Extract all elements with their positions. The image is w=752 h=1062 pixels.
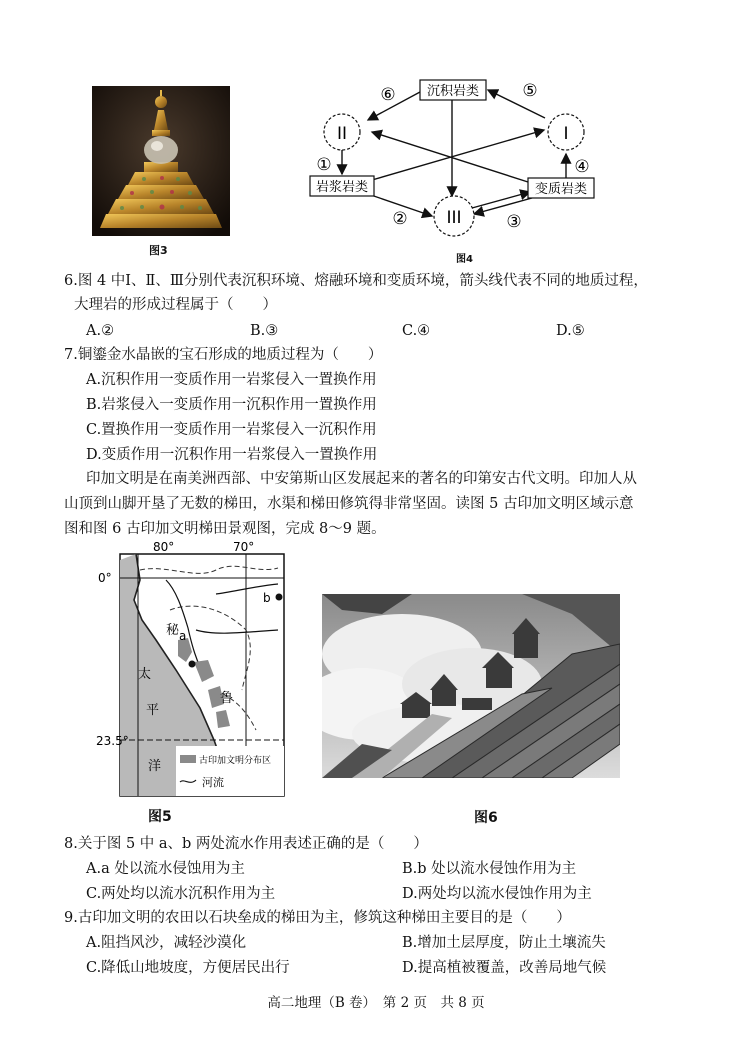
q8-option-b: B.b 处以流水侵蚀作用为主 <box>402 861 577 877</box>
svg-text:70°: 70° <box>233 540 255 554</box>
label-3: ③ <box>506 212 522 232</box>
q6-option-c: C.④ <box>402 323 431 339</box>
node-ii <box>324 114 360 150</box>
figure-5-caption: 图5 <box>148 809 172 825</box>
svg-text:80°: 80° <box>153 540 175 554</box>
sedimentary-rock-box <box>420 80 486 100</box>
q8-stem: 8.关于图 5 中 a、b 两处流水作用表述正确的是（ ） <box>64 836 428 852</box>
rock-cycle-diagram <box>300 74 610 244</box>
q7-option-b: B.岩浆侵入一变质作用一沉积作用一置换作用 <box>86 397 377 413</box>
inca-region-map <box>96 540 296 798</box>
svg-text:a: a <box>179 629 187 643</box>
svg-text:平: 平 <box>146 703 160 718</box>
svg-text:鲁: 鲁 <box>220 691 234 706</box>
label-6: ⑥ <box>380 85 396 105</box>
q8-option-c: C.两处均以流水沉积作用为主 <box>86 886 276 902</box>
svg-text:II: II <box>336 124 348 144</box>
gilded-stupa-image <box>92 86 230 236</box>
figure-6-caption: 图6 <box>474 810 498 826</box>
svg-text:b: b <box>263 591 271 605</box>
svg-text:秘: 秘 <box>166 623 180 638</box>
q7-stem: 7.铜鎏金水晶嵌的宝石形成的地质过程为（ ） <box>64 347 383 363</box>
label-2: ② <box>392 209 408 229</box>
figure-3-caption: 图3 <box>149 244 168 257</box>
svg-text:I: I <box>563 124 569 144</box>
q6-option-d: D.⑤ <box>556 323 585 339</box>
inca-terraces-image <box>322 594 620 778</box>
figure-6-photo <box>322 594 620 778</box>
label-1: ① <box>316 155 332 175</box>
q7-option-c: C.置换作用一变质作用一岩浆侵入一沉积作用 <box>86 422 377 438</box>
passage-line3: 图和图 6 古印加文明梯田景观图，完成 8～9 题。 <box>64 521 386 537</box>
node-iii <box>434 196 474 236</box>
node-i <box>548 114 584 150</box>
svg-text:洋: 洋 <box>148 759 162 774</box>
page-footer: 高二地理（B 卷） 第 2 页 共 8 页 <box>267 995 485 1011</box>
svg-text:河流: 河流 <box>202 776 224 789</box>
magmatic-rock-box <box>310 176 374 196</box>
figure-4-caption: 图4 <box>456 254 473 265</box>
svg-text:沉积岩类: 沉积岩类 <box>426 84 480 99</box>
figure-5-map <box>96 540 296 798</box>
q8-option-a: A.a 处以流水侵蚀用为主 <box>86 861 245 877</box>
svg-text:岩浆岩类: 岩浆岩类 <box>315 180 369 195</box>
q9-option-c: C.降低山地坡度，方便居民出行 <box>86 960 290 976</box>
q9-option-b: B.增加土层厚度，防止土壤流失 <box>402 935 606 951</box>
q9-option-d: D.提高植被覆盖，改善局地气候 <box>402 960 607 976</box>
q7-option-d: D.变质作用一沉积作用一岩浆侵入一置换作用 <box>86 447 378 463</box>
q8-option-d: D.两处均以流水侵蚀作用为主 <box>402 886 592 902</box>
q6-option-a: A.② <box>86 323 115 339</box>
svg-text:III: III <box>446 208 462 228</box>
svg-text:古印加文明分布区: 古印加文明分布区 <box>199 756 272 766</box>
passage-line1: 印加文明是在南美洲西部、中安第斯山区发展起来的著名的印第安古代文明。印加人从 <box>86 471 637 487</box>
label-5: ⑤ <box>522 81 538 101</box>
q7-option-a: A.沉积作用一变质作用一岩浆侵入一置换作用 <box>86 372 377 388</box>
q6-stem-line2: 大理岩的形成过程属于（ ） <box>74 297 277 313</box>
q6-stem-line1: 6.图 4 中Ⅰ、Ⅱ、Ⅲ分别代表沉积环境、熔融环境和变质环境，箭头线代表不同的地质过程， <box>64 273 648 289</box>
svg-text:0°: 0° <box>98 571 112 585</box>
svg-text:23.5°: 23.5° <box>96 734 129 748</box>
q9-option-a: A.阻挡风沙，减轻沙漠化 <box>86 935 247 951</box>
figure-4-rock-cycle <box>300 74 610 244</box>
svg-text:太: 太 <box>138 667 152 682</box>
figure-3-photo <box>92 86 230 236</box>
q9-stem: 9.古印加文明的农田以石块垒成的梯田为主，修筑这种梯田主要目的是（ ） <box>64 910 571 926</box>
svg-text:变质岩类: 变质岩类 <box>534 182 588 197</box>
label-4: ④ <box>574 157 590 177</box>
metamorphic-rock-box <box>528 178 594 198</box>
q6-option-b: B.③ <box>250 323 279 339</box>
passage-line2: 山顶到山脚开垦了无数的梯田，水渠和梯田修筑得非常坚固。读图 5 古印加文明区域示意 <box>64 496 634 512</box>
